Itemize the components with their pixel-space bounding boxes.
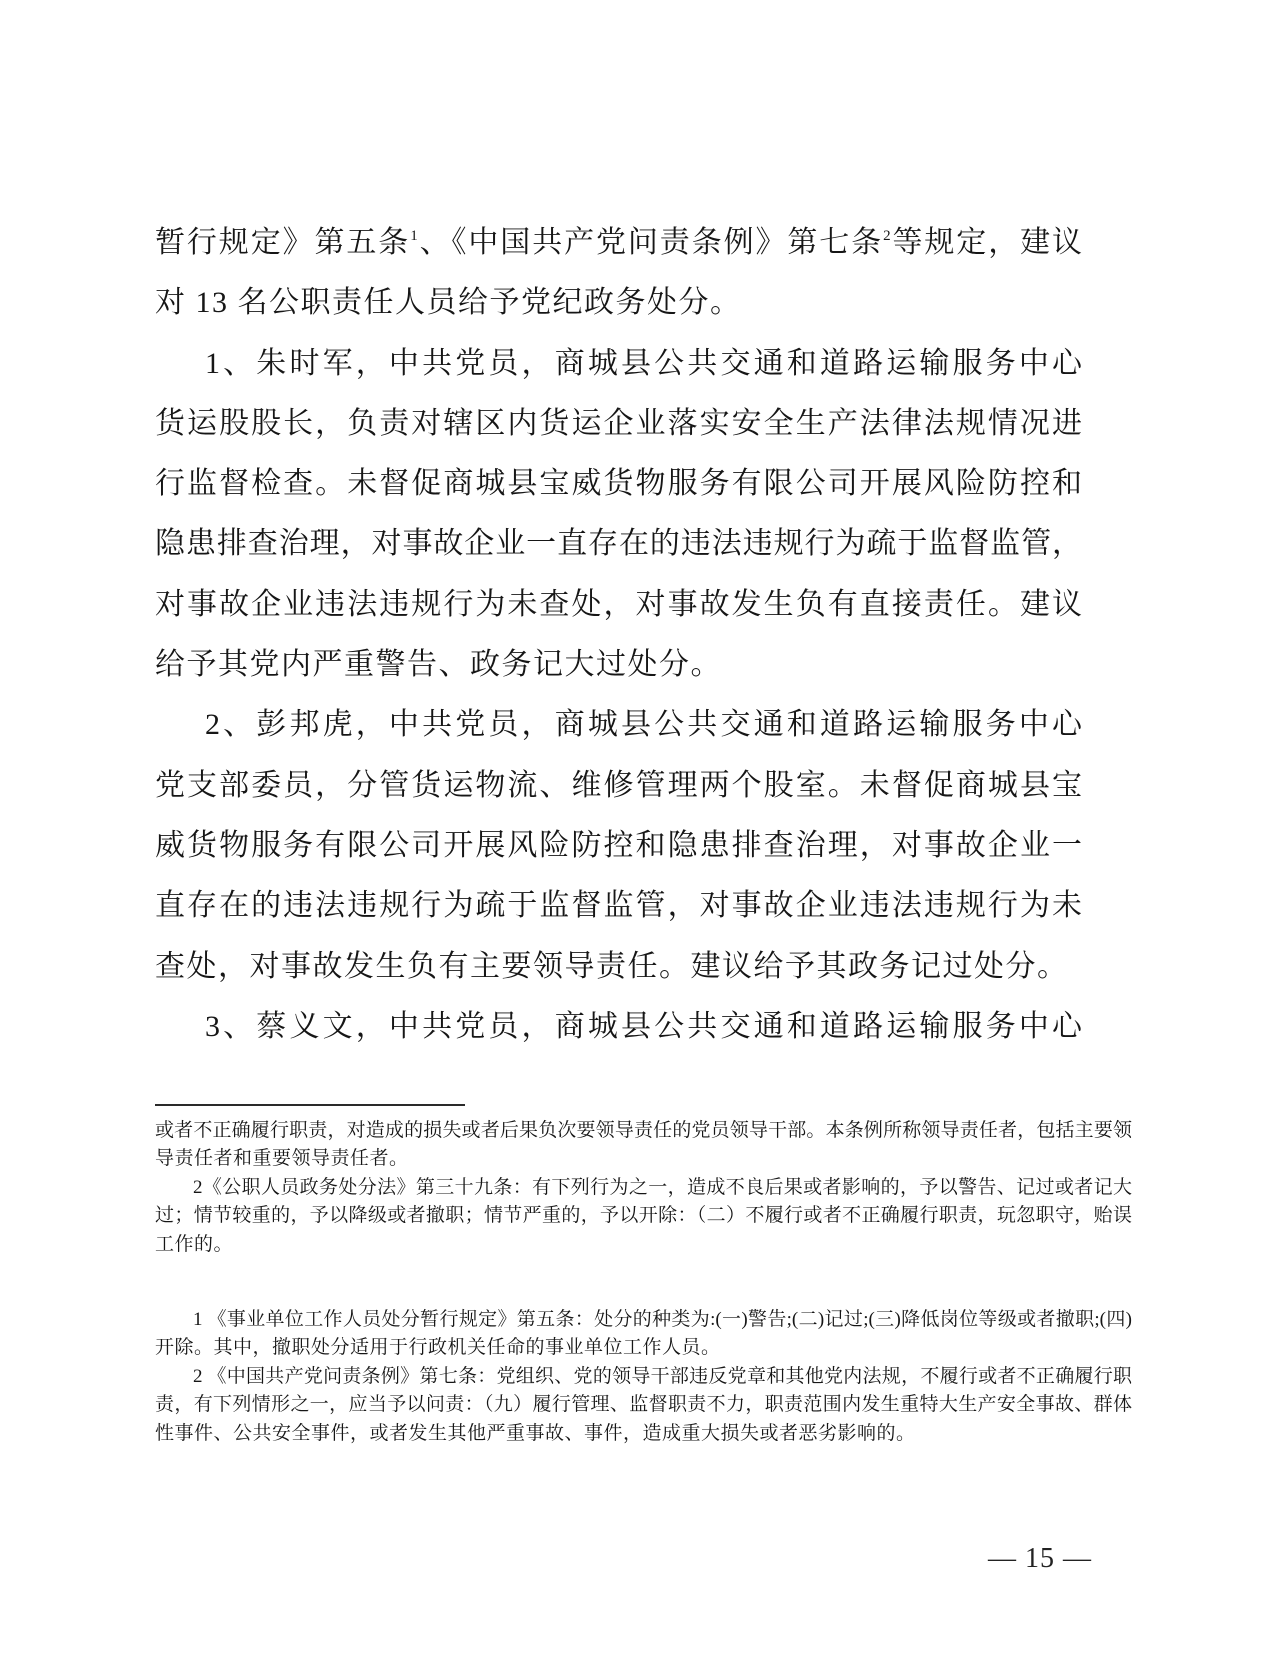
body-line: 对事故企业违法违规行为未查处，对事故发生负有直接责任。建议: [155, 587, 1082, 621]
footnote-line: 2《公职人员政务处分法》第三十九条：有下列行为之一，造成不良后果或者影响的，予以警告、记过或者记大: [193, 1176, 1132, 1198]
footnote-line: 导责任者和重要领导责任者。: [155, 1148, 409, 1170]
body-line: 隐患排查治理，对事故企业一直存在的违法违规行为疏于监督监管，: [155, 527, 1082, 561]
body-line: 对 13 名公职责任人员给予党纪政务处分。: [155, 286, 742, 320]
body-line: [155, 213, 1082, 273]
body-text-segment: 、《中国共产党问责条例》第七条: [417, 226, 884, 259]
body-text-segment: 等规定，建议: [890, 226, 1083, 259]
document-body: [155, 213, 1082, 1057]
footnote-line: 1 《事业单位工作人员处分暂行规定》第五条：处分的种类为:(一)警告;(二)记过;(三)降低岗位等级或者撤职;(四): [193, 1309, 1132, 1330]
footnote-separator: [155, 1104, 465, 1106]
body-line: 直存在的违法违规行为疏于监督监管，对事故企业违法违规行为未: [155, 889, 1082, 923]
body-line: 行监督检查。未督促商城县宝威货物服务有限公司开展风险防控和: [155, 467, 1082, 501]
page-number: — 15 —: [988, 1543, 1092, 1574]
body-line: 查处，对事故发生负有主要领导责任。建议给予其政务记过处分。: [155, 949, 1069, 983]
body-line: 货运股股长，负责对辖区内货运企业落实安全生产法律法规情况进: [155, 406, 1082, 440]
footnote-line: 2 《中国共产党问责条例》第七条：党组织、党的领导干部违反党章和其他党内法规，不履行或者不正确履行职: [193, 1365, 1132, 1387]
body-line: 威货物服务有限公司开展风险防控和隐患排查治理，对事故企业一: [155, 828, 1082, 862]
footnote-line: 或者不正确履行职责，对造成的损失或者后果负次要领导责任的党员领导干部。本条例所称领导责任者，包括主要领: [155, 1120, 1132, 1141]
body-line: 党支部委员，分管货运物流、维修管理两个股室。未督促商城县宝: [155, 768, 1082, 802]
footnote-line: 过；情节较重的，予以降级或者撤职；情节严重的，予以开除：（二）不履行或者不正确履行职责，玩忽职守，贻误: [155, 1205, 1132, 1227]
body-line: 2、彭邦虎，中共党员，商城县公共交通和道路运输服务中心: [205, 708, 1082, 742]
body-text-segment: 暂行规定》第五条: [155, 226, 411, 259]
footnote-line: 工作的。: [155, 1233, 234, 1255]
footnote-block-2: [155, 1306, 1132, 1448]
footnote-ref-2: 2: [883, 228, 891, 244]
body-line: 给予其党内严重警告、政务记大过处分。: [155, 648, 722, 682]
body-line: 3、蔡义文，中共党员，商城县公共交通和道路运输服务中心: [205, 1009, 1082, 1043]
footnote-line: 开除。其中，撤职处分适用于行政机关任命的事业单位工作人员。: [155, 1337, 721, 1359]
footnote-ref-1: 1: [410, 228, 418, 244]
body-line: 1、朱时军，中共党员，商城县公共交通和道路运输服务中心: [205, 346, 1082, 380]
footnote-line: 性事件、公共安全事件，或者发生其他严重事故、事件，造成重大损失或者恶劣影响的。: [155, 1422, 916, 1444]
footnote-block-1: [155, 1117, 1132, 1259]
footnote-line: 责，有下列情形之一，应当予以问责：（九）履行管理、监督职责不力，职责范围内发生重特大生产安全事故、群体: [155, 1394, 1132, 1416]
